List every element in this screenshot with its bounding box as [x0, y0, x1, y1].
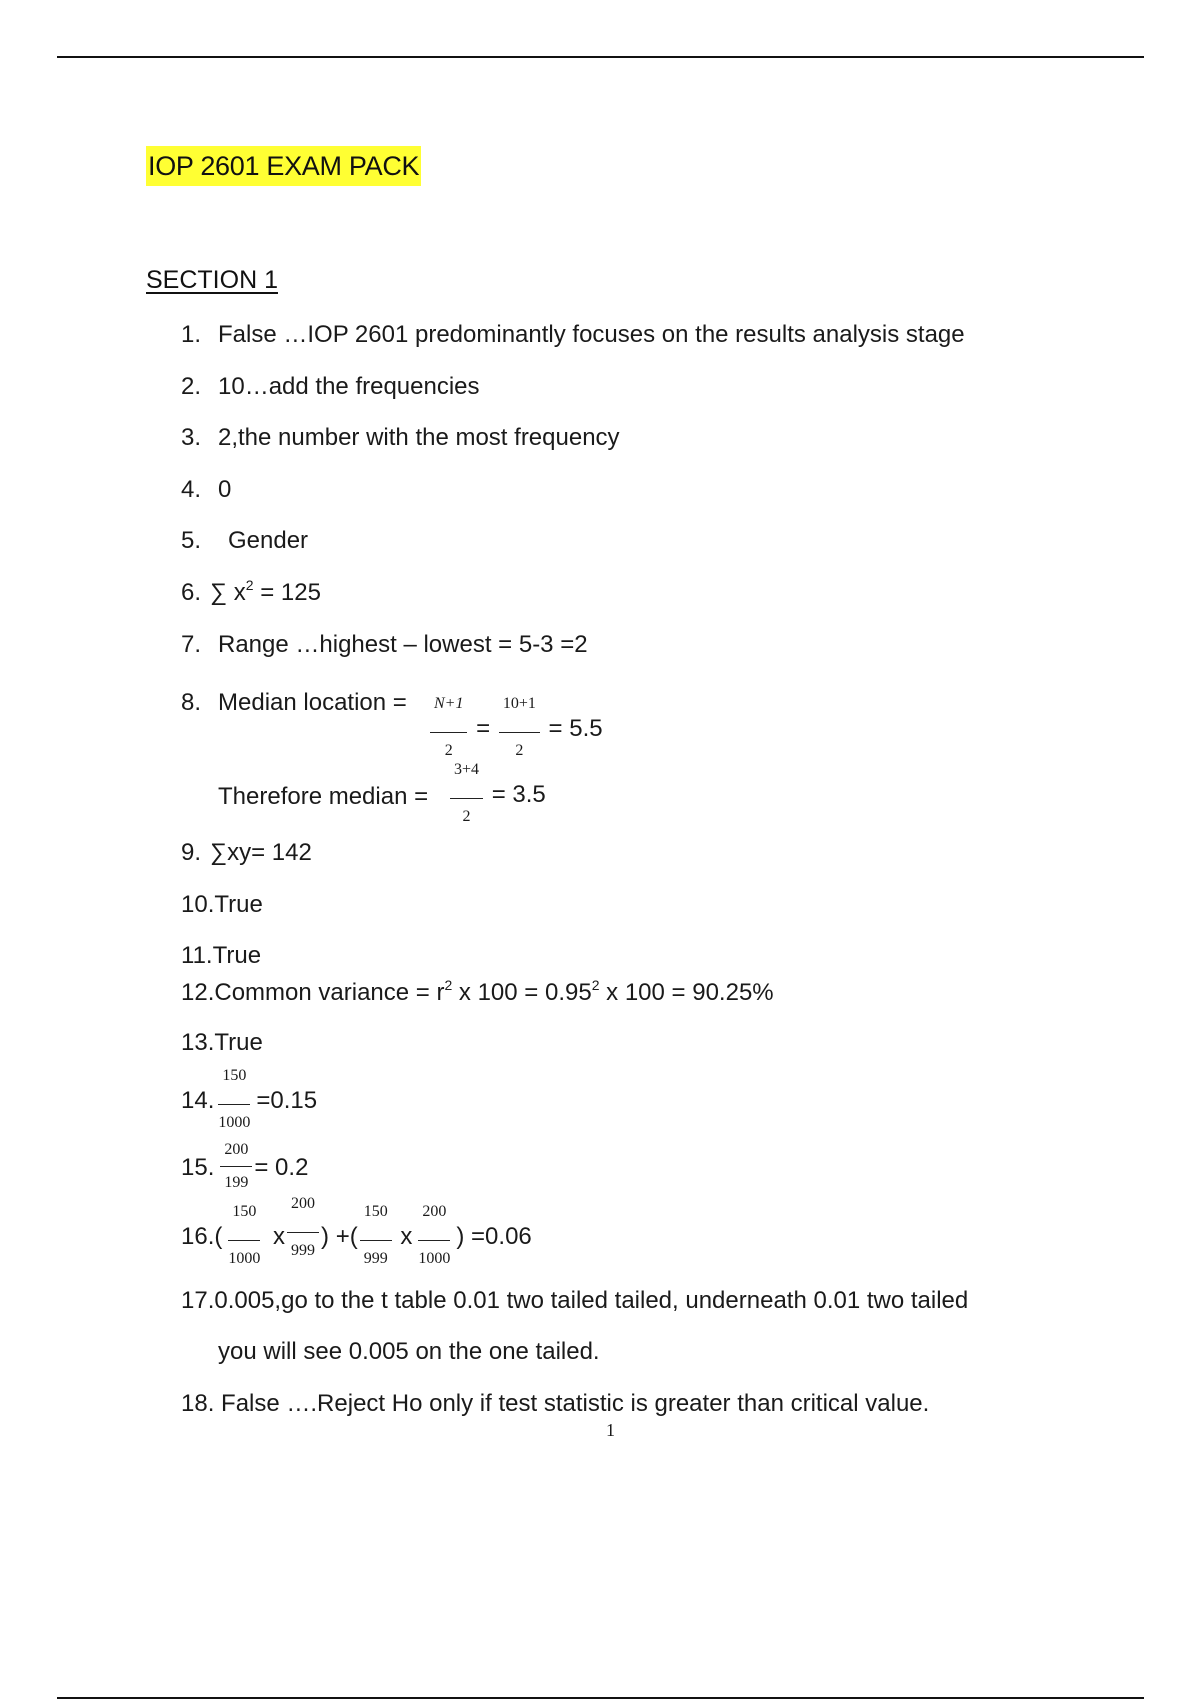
item-2-text: 10…add the frequencies	[218, 373, 480, 400]
fraction-denominator: 1000	[218, 1114, 251, 1131]
exponent: 2	[591, 977, 600, 993]
item-8-label: Median location =	[218, 689, 407, 716]
median-location-result: = 5.5	[548, 714, 603, 742]
item-15-result: = 0.2	[254, 1153, 309, 1181]
item-14-formula	[181, 1068, 317, 1135]
fraction-denominator: 999	[363, 1250, 388, 1267]
fraction-denominator: 2	[462, 808, 471, 825]
item-18-text: 18. False ….Reject Ho only if test statistic is greater than critical value.	[181, 1390, 930, 1417]
item-12-part-a: 12.Common variance = r	[181, 979, 445, 1006]
item-13-text: 13.True	[181, 1029, 263, 1056]
exponent: 2	[444, 977, 453, 993]
fraction-denominator: 1000	[228, 1250, 261, 1267]
item-12-formula	[181, 978, 774, 1008]
item-8-number: 8.	[181, 689, 202, 716]
fraction	[499, 694, 540, 761]
item-14-number: 14.	[181, 1086, 215, 1114]
item-2-number: 2.	[181, 373, 202, 400]
item-16-number: 16.(	[181, 1222, 223, 1250]
item-7-text: Range …highest – lowest = 5-3 =2	[218, 631, 588, 658]
sum-symbol: ∑ x	[210, 579, 246, 606]
multiply-sign: x	[400, 1222, 413, 1250]
item-10-text: 10.True	[181, 891, 263, 918]
page-number: 1	[606, 1420, 615, 1440]
fraction-numerator: 3+4	[450, 760, 483, 799]
fraction	[450, 760, 483, 827]
item-3-text: 2,the number with the most frequency	[218, 424, 620, 451]
fraction-denominator: 1000	[418, 1250, 451, 1267]
fraction	[360, 1202, 392, 1269]
item-4-text: 0	[218, 476, 232, 503]
median-therefore-label: Therefore median =	[218, 783, 429, 810]
multiply-sign: x	[273, 1222, 286, 1250]
item-6-formula	[210, 578, 321, 608]
item-1-number: 1.	[181, 321, 202, 348]
fraction	[430, 694, 467, 761]
fraction	[287, 1194, 319, 1261]
fraction	[414, 1202, 454, 1269]
fraction-denominator: 2	[515, 742, 524, 759]
item-5-text: Gender	[228, 527, 309, 554]
fraction-numerator: 200	[220, 1140, 252, 1167]
fraction-numerator: 200	[418, 1202, 450, 1241]
fraction-denominator: 999	[291, 1242, 316, 1259]
fraction	[220, 1140, 252, 1193]
item-5-number: 5.	[181, 527, 202, 554]
item-14-result: =0.15	[256, 1086, 318, 1114]
item-7-number: 7.	[181, 631, 202, 658]
item-17-line-1: 17.0.005,go to the t table 0.01 two tailed tailed, underneath 0.01 two tailed	[181, 1287, 969, 1314]
median-result: = 3.5	[491, 780, 546, 808]
item-3-number: 3.	[181, 424, 202, 451]
item-12-part-c: x 100 = 90.25%	[599, 979, 774, 1006]
section-heading: SECTION 1	[146, 266, 278, 294]
item-17-line-2: you will see 0.005 on the one tailed.	[218, 1338, 600, 1365]
fraction-numerator: 10+1	[499, 694, 540, 733]
median-formula	[448, 762, 546, 829]
fraction-numerator: 150	[360, 1202, 392, 1241]
item-11-text: 11.True	[181, 942, 262, 969]
item-9-text: ∑xy= 142	[210, 839, 312, 866]
item-1-text: False …IOP 2601 predominantly focuses on the results analysis stage	[218, 321, 965, 348]
item-16-middle: ) +(	[321, 1222, 358, 1250]
item-16-result: ) =0.06	[456, 1222, 532, 1250]
bottom-rule	[57, 1697, 1144, 1699]
item-6-number: 6.	[181, 579, 202, 606]
page-title: IOP 2601 EXAM PACK	[146, 146, 421, 186]
fraction-numerator: 150	[228, 1202, 260, 1241]
equals: =	[476, 714, 491, 742]
item-15-number: 15.	[181, 1153, 215, 1181]
fraction-numerator: N+1	[430, 694, 467, 733]
fraction-numerator: 200	[287, 1194, 319, 1233]
fraction-numerator: 150	[218, 1066, 250, 1105]
fraction	[214, 1066, 254, 1133]
median-location-formula	[428, 696, 603, 763]
fraction	[224, 1202, 264, 1269]
item-4-number: 4.	[181, 476, 202, 503]
fraction-denominator: 2	[444, 742, 453, 759]
item-9-number: 9.	[181, 839, 202, 866]
exponent: 2	[245, 577, 254, 593]
item-6-result: = 125	[253, 579, 321, 606]
item-16-formula	[181, 1195, 532, 1271]
top-rule	[57, 56, 1144, 58]
item-15-formula	[181, 1142, 308, 1195]
item-12-part-b: x 100 = 0.95	[452, 979, 592, 1006]
fraction-denominator: 199	[224, 1174, 249, 1191]
